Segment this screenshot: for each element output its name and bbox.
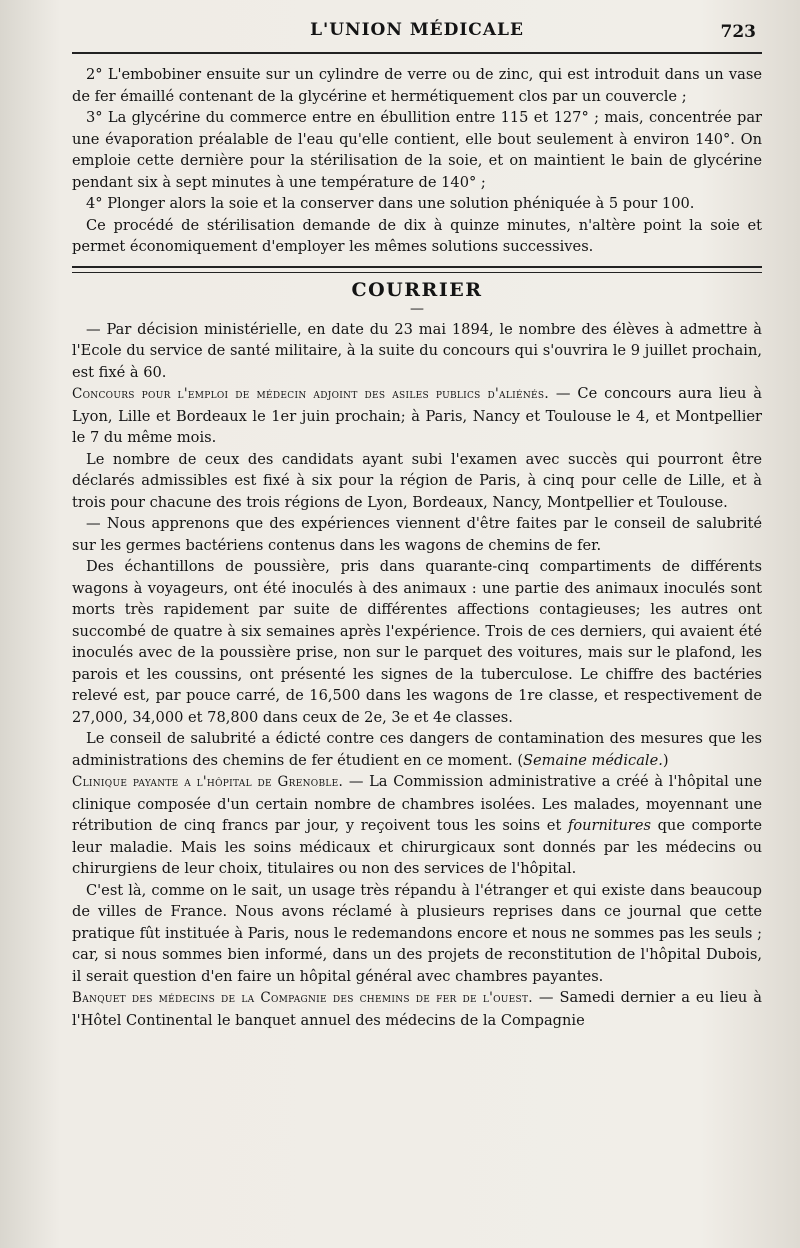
courrier-paragraph-2 <box>72 383 762 449</box>
header-rule <box>72 52 762 54</box>
courrier-paragraph-1: — Par décision ministérielle, en date du 23 mai 1894, le nombre des élèves à admettre à l'Ecole du service de santé militaire, à la suite du concours qui s'ouvrira le 9 juillet prochain, est fixé à 60. <box>72 320 762 381</box>
courrier-paragraph-9 <box>72 987 762 1031</box>
section-divider <box>72 266 762 273</box>
banquet-text: — Samedi dernier a eu lieu à l'Hôtel Continental le banquet annuel des médecins de la Compagnie <box>72 989 762 1029</box>
page-number: 723 <box>720 22 756 42</box>
courrier-paragraph-7 <box>72 771 762 880</box>
step-4-paragraph: 4° Plonger alors la soie et la conserver dans une solution phéniquée à 5 pour 100. <box>86 195 695 212</box>
step-3-paragraph: 3° La glycérine du commerce entre en ébullition entre 115 et 127° ; mais, concentrée par une évaporation préalable de l'eau qu'elle contient, elle bout seulement à environ 140°. On emploie cette dernière pour la stérilisation de la soie, et on maintient le bain de glycérine pendant six à sept minutes à une température de 140° ; <box>72 109 762 191</box>
source-citation: Semaine médicale. <box>523 751 663 769</box>
courrier-section <box>72 319 762 1032</box>
step-2-paragraph: 2° L'embobiner ensuite sur un cylindre de verre ou de zinc, qui est introduit dans un vase de fer émaillé contenant de la glycérine et hermétiquement clos par un couvercle ; <box>72 66 762 105</box>
citation-close: ) <box>662 751 669 769</box>
concours-heading: Concours pour l'emploi de médecin adjoint des asiles publics d'aliénés. <box>72 386 549 402</box>
running-title: L'UNION MÉDICALE <box>310 20 524 40</box>
courrier-paragraph-4: — Nous apprenons que des expériences viennent d'être faites par le conseil de salubrité sur les germes bactériens contenus dans les wagons de chemins de fer. <box>72 515 762 554</box>
clinique-heading: Clinique payante a l'hôpital de Grenoble. <box>72 774 344 790</box>
section-dash: — <box>410 300 424 317</box>
courrier-paragraph-3: Le nombre de ceux des candidats ayant subi l'examen avec succès qui pourront être déclarés admissibles est fixé à six pour la région de Paris, à cinq pour celle de Lille, et à trois pour chacune des trois régions de Lyon, Bordeaux, Nancy, Montpellier et Toulouse. <box>72 450 762 511</box>
conclusion-paragraph: Ce procédé de stérilisation demande de dix à quinze minutes, n'altère point la soie et permet économiquement d'employer les mêmes solutions successives. <box>72 216 762 255</box>
banquet-heading: Banquet des médecins de la Compagnie des chemins de fer de l'ouest. <box>72 990 533 1006</box>
courrier-paragraph-6 <box>72 728 762 771</box>
sterilisation-steps <box>72 64 762 258</box>
courrier-paragraph-8: C'est là, comme on le sait, un usage très répandu à l'étranger et qui existe dans beaucoup de villes de France. Nous avons réclamé à plusieurs reprises dans ce journal que cette pratique fût instituée à Paris, nous le redemandons encore et nous ne sommes pas les seuls ; car, si nous sommes bien informé, dans un des projets de reconstitution de l'hôpital Dubois, il serait question d'en faire un hôpital général avec chambres payantes. <box>72 881 762 985</box>
section-title: COURRIER <box>351 278 483 301</box>
courrier-paragraph-5: Des échantillons de poussière, pris dans quarante-cinq compartiments de différents wagons à voyageurs, ont été inoculés à des animaux : une partie des animaux inoculés sont morts très rapidement par suite de différentes affections contagieuses; les autres ont succombé de quatre à six semaines après l'expérience. Trois de ces derniers, qui avaient été inoculés avec de la poussière prise, non sur le parquet des voitures, mais sur le plafond, les parois et les coussins, ont présenté les signes de la tuberculose. Le chiffre des bactéries relevé est, par pouce carré, de 16,500 dans les wagons de 1re classe, et respectivement de 27,000, 34,000 et 78,800 dans ceux de 2e, 3e et 4e classes. <box>72 558 762 726</box>
clinique-text-b: que comporte leur maladie. Mais les soins médicaux et chirurgicaux sont donnés par les médecins ou chirurgiens de leur choix, titulaires ou non des services de l'hôpital. <box>72 817 763 877</box>
concours-text: — Ce concours aura lieu à Lyon, Lille et Bordeaux le 1er juin prochain; à Paris, Nancy et Toulouse le 4, et Montpellier le 7 du même mois. <box>72 385 762 446</box>
page-header <box>72 20 762 52</box>
clinique-text-a: — La Commission administrative a créé à l'hôpital une clinique composée d'un certain nombre de chambres isolées. Les malades, moyennant une rétribution de cinq francs par jour, y reçoivent tous les soins et <box>72 773 762 834</box>
fournitures-word: fournitures <box>567 817 651 834</box>
conseil-text: Le conseil de salubrité a édicté contre ces dangers de contamination des mesures que les administrations des chemins de fer étudient en ce moment. ( <box>72 730 762 769</box>
